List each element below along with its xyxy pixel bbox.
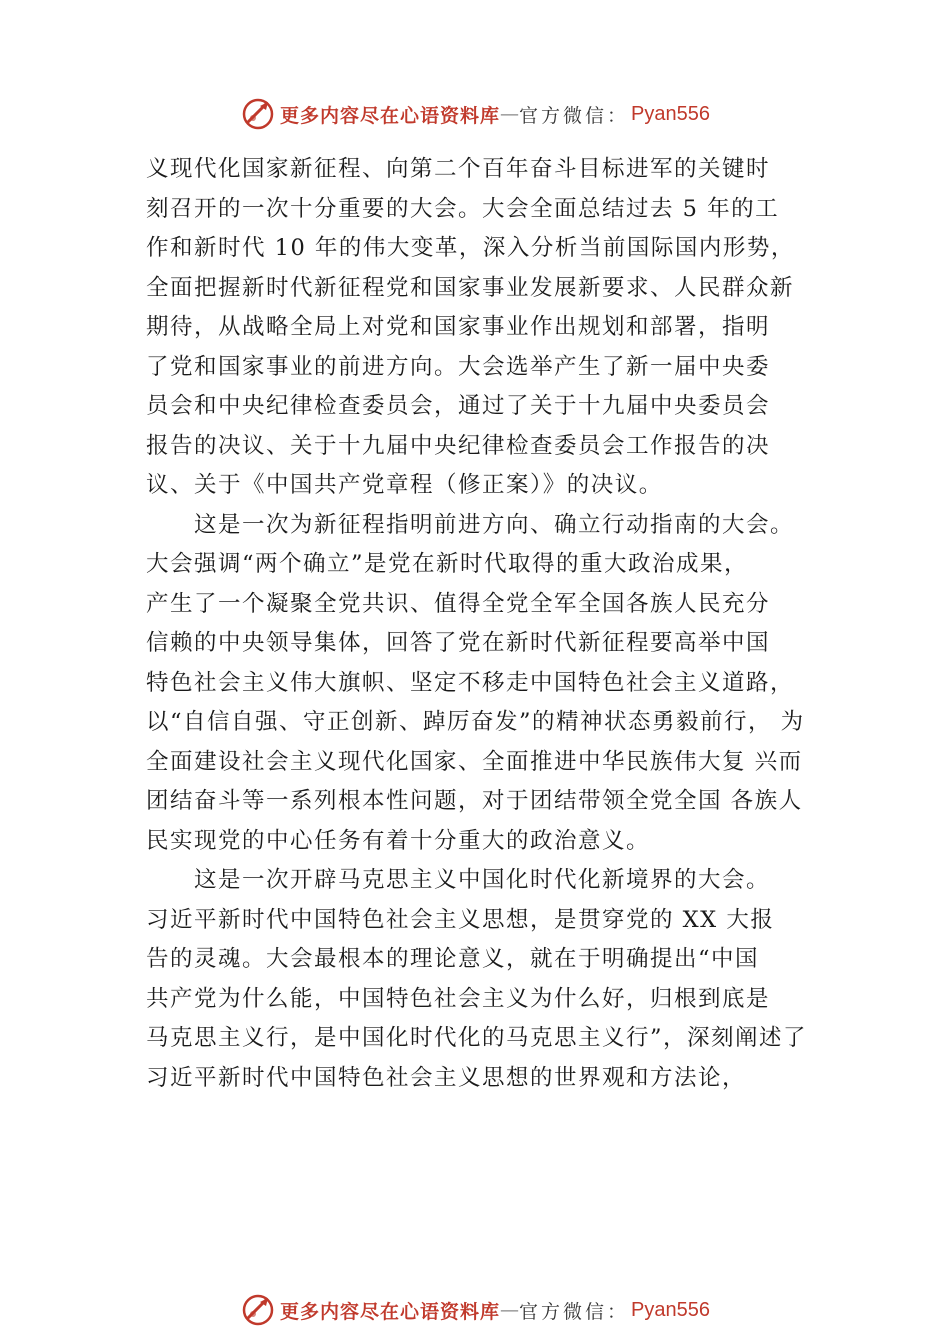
- logo-emblem-icon: [240, 96, 276, 132]
- watermark-brand: 更多内容尽在心语资料库: [280, 104, 501, 127]
- watermark-separator: —: [500, 103, 520, 125]
- text-line: 这是一次开辟马克思主义中国化时代化新境界的大会。: [194, 867, 771, 893]
- paragraph: [146, 150, 826, 506]
- text-line: 刻召开的一次十分重要的大会。大会全面总结过去 5 年的工: [146, 195, 780, 222]
- logo-emblem-icon: [240, 1292, 276, 1328]
- text-line: 议、关于《中国共产党章程（修正案）》的决议。: [146, 472, 663, 498]
- text-line: 习近平新时代中国特色社会主义思想的世界观和方法论，: [146, 1064, 747, 1091]
- text-line: 全面把握新时代新征程党和国家事业发展新要求、人民群众新: [146, 274, 795, 301]
- footer-watermark: [0, 1290, 950, 1330]
- text-line: 了党和国家事业的前进方向。大会选举产生了新一届中央委: [146, 353, 771, 380]
- text-line: 全面建设社会主义现代化国家、全面推进中华民族伟大复 兴而: [146, 748, 803, 775]
- watermark-separator: —: [500, 1299, 520, 1321]
- watermark-label: 官方微信：: [519, 1300, 630, 1323]
- paragraph: [146, 506, 826, 862]
- document-body: [146, 150, 826, 1098]
- text-line: 这是一次为新征程指明前进方向、确立行动指南的大会。: [194, 511, 795, 538]
- watermark-brand: 更多内容尽在心语资料库: [280, 1300, 501, 1323]
- text-line: 义现代化国家新征程、向第二个百年奋斗目标进军的关键时: [146, 156, 771, 182]
- text-line: 习近平新时代中国特色社会主义思想，是贯穿党的 XX 大报: [146, 906, 775, 933]
- text-line: 告的灵魂。大会最根本的理论意义，就在于明确提出“中国: [146, 946, 760, 972]
- text-line: 特色社会主义伟大旗帜、坚定不移走中国特色社会主义道路，: [146, 669, 795, 696]
- text-line: 以“自信自强、守正创新、踔厉奋发”的精神状态勇毅前行， 为: [146, 709, 805, 735]
- text-line: 马克思主义行，是中国化时代化的马克思主义行”，深刻阐述了: [146, 1025, 808, 1051]
- watermark-label: 官方微信：: [519, 104, 630, 127]
- paragraph: [146, 861, 826, 1098]
- text-line: 员会和中央纪律检查委员会，通过了关于十九届中央委员会: [146, 393, 771, 419]
- text-line: 民实现党的中心任务有着十分重大的政治意义。: [146, 827, 651, 854]
- text-line: 大会强调“两个确立”是党在新时代取得的重大政治成果，: [146, 551, 749, 577]
- header-watermark: [0, 94, 950, 134]
- text-line: 信赖的中央领导集体，回答了党在新时代新征程要高举中国: [146, 630, 771, 656]
- text-line: 团结奋斗等一系列根本性问题，对于团结带领全党全国 各族人: [146, 788, 803, 814]
- text-line: 报告的决议、关于十九届中央纪律检查委员会工作报告的决: [146, 432, 771, 459]
- text-line: 作和新时代 10 年的伟大变革，深入分析当前国际国内形势，: [146, 235, 795, 261]
- text-line: 共产党为什么能，中国特色社会主义为什么好，归根到底是: [146, 985, 771, 1012]
- watermark-account: Pyan556: [631, 1298, 710, 1321]
- watermark-account: Pyan556: [631, 102, 710, 125]
- text-line: 产生了一个凝聚全党共识、值得全党全军全国各族人民充分: [146, 590, 771, 617]
- text-line: 期待，从战略全局上对党和国家事业作出规划和部署，指明: [146, 314, 771, 340]
